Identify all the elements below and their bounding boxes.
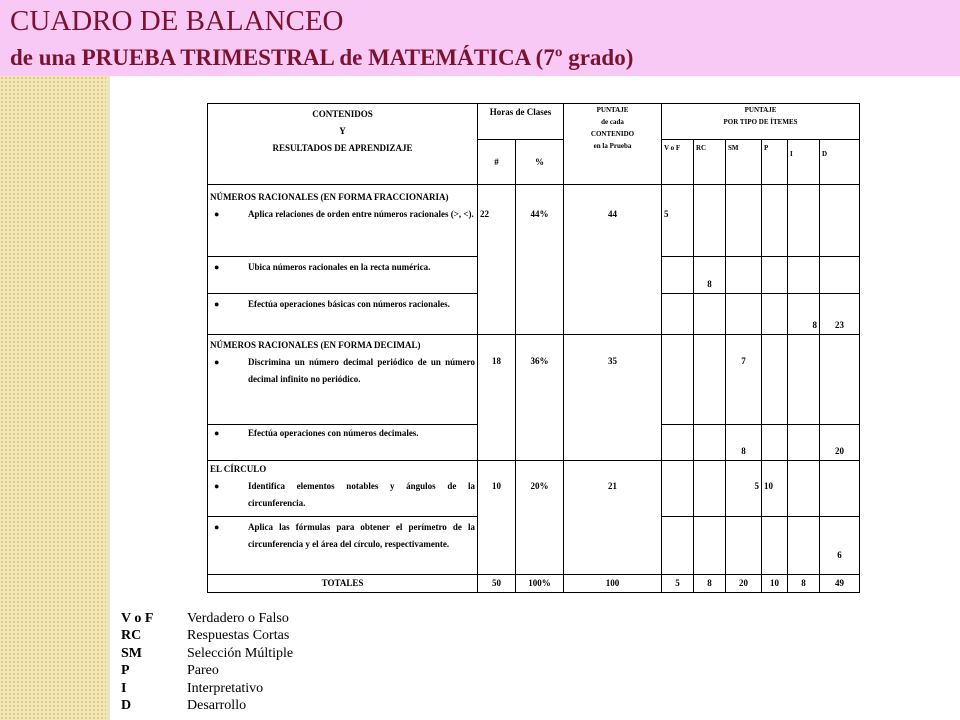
header-score-line1: PUNTAJE xyxy=(596,106,629,114)
cell-vf xyxy=(662,335,694,425)
header-type-i: I xyxy=(788,140,820,185)
legend-item xyxy=(121,627,293,644)
cell-vf xyxy=(662,517,694,575)
cell-vf xyxy=(662,461,694,517)
cell-d xyxy=(820,425,860,461)
legend xyxy=(121,610,293,714)
cell-sm-value: 8 xyxy=(741,446,746,456)
cell-i xyxy=(788,185,820,257)
header-score-by-type xyxy=(662,104,860,140)
header-type-sm: SM xyxy=(726,140,762,185)
cell-sm-value: 5 xyxy=(754,481,759,491)
section-1-score xyxy=(564,185,662,335)
totals-p: 10 xyxy=(762,575,788,593)
cell-d xyxy=(820,257,860,294)
cell-p xyxy=(762,461,788,517)
cell-d-value: 20 xyxy=(835,446,845,456)
table-row xyxy=(208,461,860,517)
header-score-line3: CONTENIDO xyxy=(590,130,635,138)
list-item xyxy=(210,478,475,512)
header-type-p: P xyxy=(762,140,788,185)
section-3-hours xyxy=(478,461,516,575)
cell-p xyxy=(762,257,788,294)
section-3-heading: EL CÍRCULO xyxy=(210,464,267,474)
section-1-hours-value: 22 xyxy=(480,209,489,219)
section-3-percent-value: 20% xyxy=(530,481,549,491)
cell-p xyxy=(762,294,788,335)
cell-d xyxy=(820,461,860,517)
cell-d-value: 23 xyxy=(835,320,845,330)
cell-rc-value: 8 xyxy=(707,279,712,289)
cell-sm xyxy=(726,517,762,575)
section-3-score-value: 21 xyxy=(608,481,617,491)
table-row xyxy=(208,335,860,425)
cell-sm xyxy=(726,335,762,425)
section-1-item-2 xyxy=(208,257,478,294)
cell-i-value: 8 xyxy=(812,320,817,330)
cell-p xyxy=(762,185,788,257)
cell-d xyxy=(820,517,860,575)
section-1-first-cell xyxy=(208,185,478,257)
list-item xyxy=(210,354,475,388)
section-2-first-cell xyxy=(208,335,478,425)
list-item xyxy=(210,206,475,223)
section-2-hours-value: 18 xyxy=(492,356,501,366)
header-score-line4: en la Prueba xyxy=(593,142,632,150)
page-title: CUADRO DE BALANCEO xyxy=(10,5,344,37)
header-score-line2: de cada xyxy=(601,118,624,126)
header-score xyxy=(564,104,662,185)
legend-abbr: P xyxy=(121,663,130,679)
legend-item xyxy=(121,662,293,679)
bullet-icon: ● xyxy=(214,209,220,219)
item-text: Efectúa operaciones básicas con números racionales. xyxy=(248,299,450,309)
legend-item xyxy=(121,610,293,627)
bullet-icon: ● xyxy=(214,522,220,532)
cell-i xyxy=(788,335,820,425)
page-subtitle: de una PRUEBA TRIMESTRAL de MATEMÁTICA (7º grado) xyxy=(10,45,634,70)
header-type-rc: RC xyxy=(694,140,726,185)
totals-rc: 8 xyxy=(694,575,726,593)
bullet-icon: ● xyxy=(214,428,220,438)
section-2-score xyxy=(564,335,662,461)
header-hours xyxy=(478,104,564,140)
cell-i xyxy=(788,294,820,335)
cell-rc xyxy=(694,335,726,425)
cell-rc xyxy=(694,185,726,257)
item-text: Discrimina un número decimal periódico de un número decimal infinito no periódico. xyxy=(248,357,475,384)
list-item xyxy=(210,519,475,553)
section-3-hours-value: 10 xyxy=(492,481,501,491)
cell-sm xyxy=(726,257,762,294)
item-text: Identifica elementos notables y ángulos de la circunferencia. xyxy=(248,481,475,508)
decorative-side-panel xyxy=(0,76,106,720)
header-type-d: D xyxy=(820,140,860,185)
cell-d xyxy=(820,294,860,335)
totals-hours: 50 xyxy=(478,575,516,593)
totals-sm: 20 xyxy=(726,575,762,593)
header-score-by-type-line2: POR TIPO DE ÍTEMES xyxy=(723,118,798,126)
cell-p-value: 10 xyxy=(764,481,773,491)
section-1-item-3 xyxy=(208,294,478,335)
cell-sm xyxy=(726,425,762,461)
balance-table xyxy=(207,103,860,593)
legend-abbr: V o F xyxy=(121,611,154,626)
legend-meaning: Desarrollo xyxy=(187,698,247,714)
totals-i: 8 xyxy=(788,575,820,593)
header-hours-label: Horas de Clases xyxy=(489,107,552,117)
item-text: Ubica números racionales en la recta numérica. xyxy=(248,262,431,272)
cell-i xyxy=(788,517,820,575)
section-1-score-value: 44 xyxy=(608,209,617,219)
cell-rc xyxy=(694,425,726,461)
cell-i xyxy=(788,461,820,517)
legend-meaning: Respuestas Cortas xyxy=(187,628,290,644)
section-1-hours xyxy=(478,185,516,335)
header-type-vf: V o F xyxy=(662,140,694,185)
totals-label: TOTALES xyxy=(208,575,478,593)
header-score-by-type-line1: PUNTAJE xyxy=(744,106,777,114)
legend-meaning: Pareo xyxy=(187,663,219,679)
legend-item xyxy=(121,697,293,714)
cell-sm xyxy=(726,185,762,257)
totals-percent: 100% xyxy=(516,575,564,593)
decorative-side-panel-edge xyxy=(106,76,110,720)
totals-row xyxy=(208,575,860,593)
cell-i xyxy=(788,257,820,294)
totals-vf: 5 xyxy=(662,575,694,593)
cell-p xyxy=(762,517,788,575)
bullet-icon: ● xyxy=(214,357,220,367)
list-item xyxy=(210,296,475,313)
bullet-icon: ● xyxy=(214,481,220,491)
section-3-percent xyxy=(516,461,564,575)
cell-d xyxy=(820,335,860,425)
header-contents-line2: Y xyxy=(339,126,346,136)
legend-meaning: Selección Múltiple xyxy=(187,645,294,661)
legend-meaning: Verdadero o Falso xyxy=(187,611,289,626)
cell-vf xyxy=(662,425,694,461)
item-text: Aplica relaciones de orden entre números racionales (>, <). xyxy=(248,209,474,219)
cell-rc xyxy=(694,257,726,294)
section-1-heading: NÚMEROS RACIONALES (EN FORMA FRACCIONARIA) xyxy=(210,192,449,202)
cell-p xyxy=(762,335,788,425)
legend-item xyxy=(121,680,293,697)
bullet-icon: ● xyxy=(214,299,220,309)
section-2-hours xyxy=(478,335,516,461)
list-item xyxy=(210,259,475,276)
cell-rc xyxy=(694,294,726,335)
legend-abbr: D xyxy=(121,698,132,714)
cell-sm xyxy=(726,461,762,517)
section-2-heading: NÚMEROS RACIONALES (EN FORMA DECIMAL) xyxy=(210,340,421,350)
list-item xyxy=(210,425,475,442)
legend-abbr: RC xyxy=(121,628,142,644)
cell-p xyxy=(762,425,788,461)
item-text: Aplica las fórmulas para obtener el perímetro de la circunferencia y el área del círculo, respectivamente. xyxy=(248,522,475,549)
section-3-score xyxy=(564,461,662,575)
header-contents-line1: CONTENIDOS xyxy=(312,109,373,119)
cell-vf xyxy=(662,185,694,257)
item-text: Efectúa operaciones con números decimales. xyxy=(248,428,419,438)
cell-d xyxy=(820,185,860,257)
header-contents-line3: RESULTADOS DE APRENDIZAJE xyxy=(272,143,413,153)
legend-item xyxy=(121,645,293,662)
cell-vf-value: 5 xyxy=(664,209,669,219)
header-hours-percent: % xyxy=(516,140,564,185)
section-1-percent xyxy=(516,185,564,335)
section-3-first-cell xyxy=(208,461,478,517)
section-2-percent-value: 36% xyxy=(530,356,549,366)
header-hours-number: # xyxy=(478,140,516,185)
cell-sm xyxy=(726,294,762,335)
section-2-score-value: 35 xyxy=(608,356,617,366)
cell-vf xyxy=(662,294,694,335)
section-1-percent-value: 44% xyxy=(530,209,549,219)
section-2-percent xyxy=(516,335,564,461)
legend-abbr: I xyxy=(121,680,127,696)
totals-score: 100 xyxy=(564,575,662,593)
cell-d-value: 6 xyxy=(837,550,842,560)
section-2-item-2 xyxy=(208,425,478,461)
title-banner xyxy=(0,0,960,76)
cell-vf xyxy=(662,257,694,294)
cell-rc xyxy=(694,517,726,575)
header-contents xyxy=(208,104,478,185)
cell-sm-value: 7 xyxy=(741,356,746,366)
totals-d: 49 xyxy=(820,575,860,593)
cell-i xyxy=(788,425,820,461)
table-row xyxy=(208,185,860,257)
legend-abbr: SM xyxy=(121,645,142,661)
section-3-item-2 xyxy=(208,517,478,575)
bullet-icon: ● xyxy=(214,262,220,272)
legend-meaning: Interpretativo xyxy=(187,680,264,696)
cell-rc xyxy=(694,461,726,517)
